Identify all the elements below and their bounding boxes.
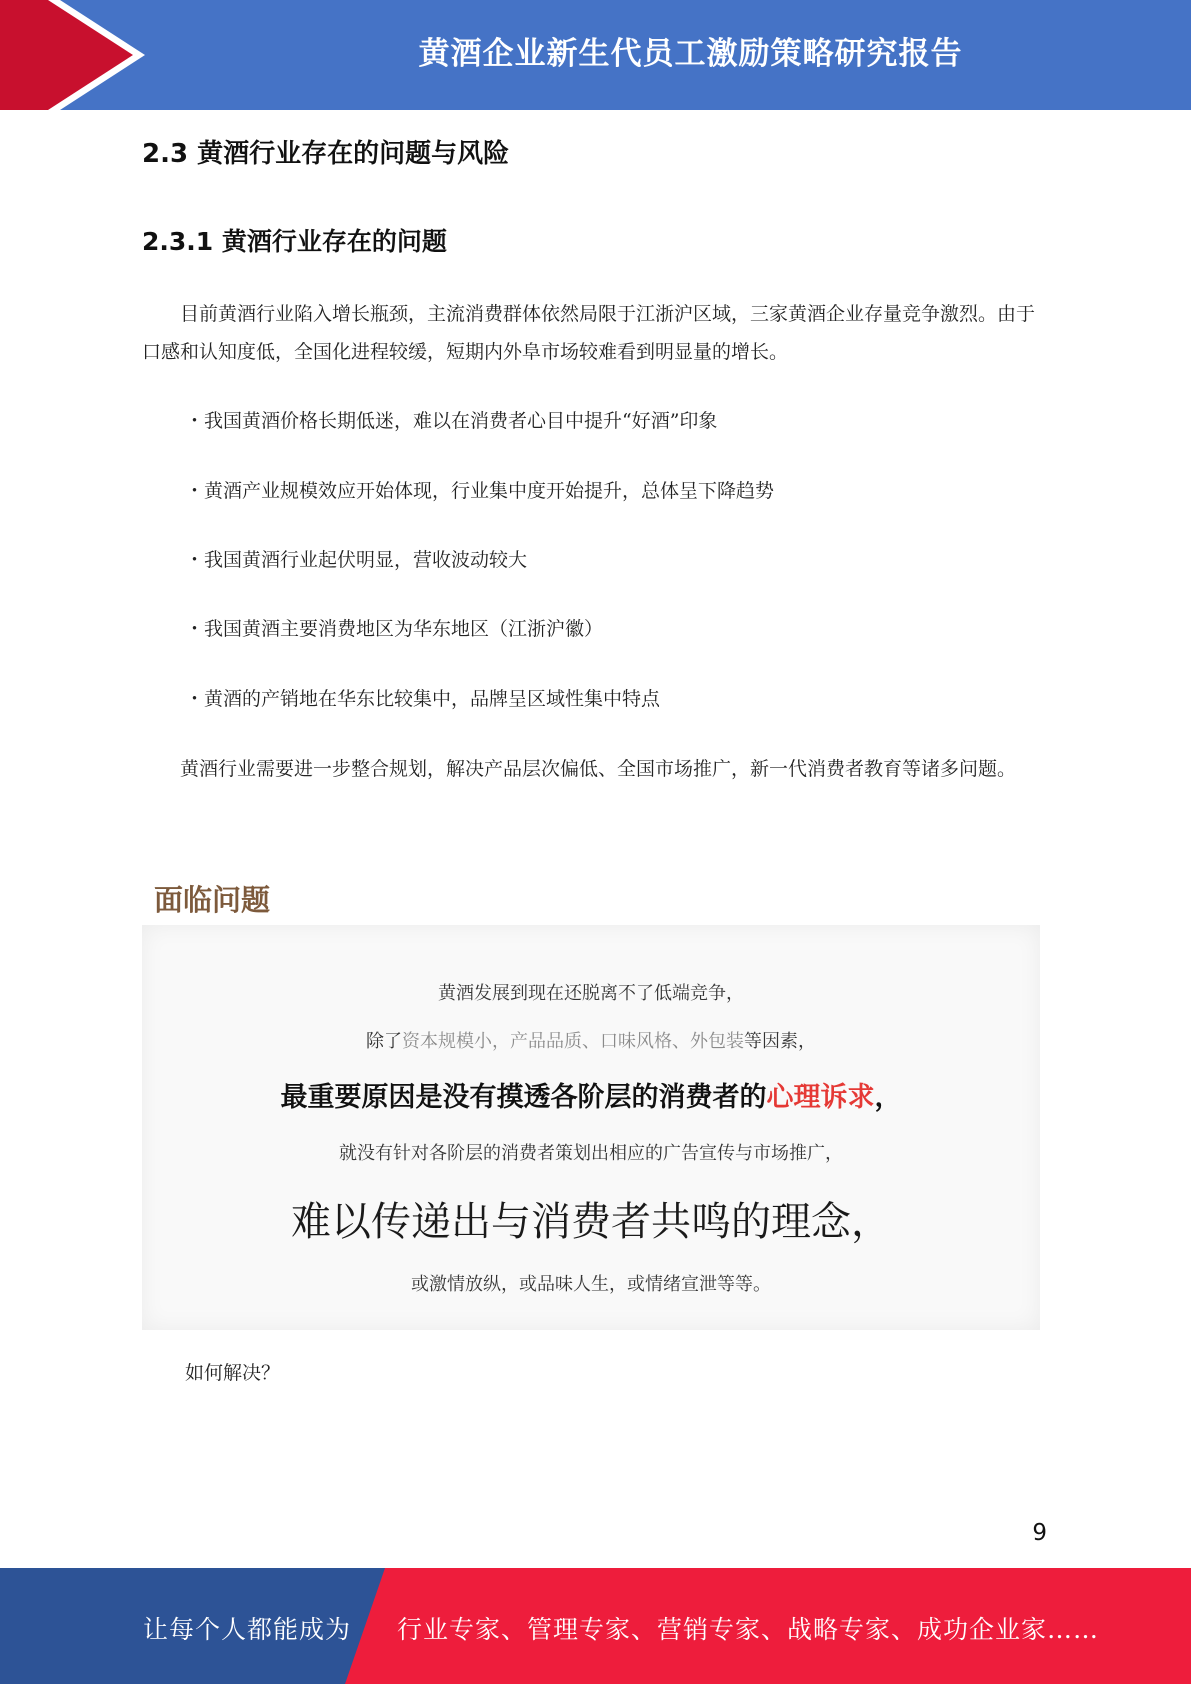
conclusion-paragraph: 黄酒行业需要进一步整合规划，解决产品层次偏低、全国市场推广，新一代消费者教育等诸多问题。 [180,758,1017,780]
figure-line-4: 就没有针对各阶层的消费者策划出相应的广告宣传与市场推广， [339,1143,843,1164]
bullet-item: ・黄酒的产销地在华东比较集中，品牌呈区域性集中特点 [185,688,661,710]
figure-line-6: 或激情放纵，或品味人生，或情绪宣泄等等。 [411,1274,771,1295]
figure-line-3-suffix: ， [874,1082,902,1113]
figure-line-5: 难以传递出与消费者共鸣的理念， [291,1199,891,1245]
figure-line-3 [142,1075,1040,1114]
figure-line-2-suffix: 等因素， [744,1031,816,1052]
figure-line-3-highlight: 心理诉求 [766,1082,875,1113]
figure-panel [142,925,1040,1330]
footer-slogan-left: 让每个人都能成为 [143,1615,352,1644]
figure-line-3-prefix: 最重要原因是没有摸透各阶层的消费者的 [280,1082,767,1113]
figure-title: 面临问题 [154,883,271,917]
page-footer [0,1568,1191,1684]
page-header [0,0,1191,110]
bullet-item: ・黄酒产业规模效应开始体现，行业集中度开始提升，总体呈下降趋势 [185,480,775,502]
figure-line-2-grey: 资本规模小，产品品质、口味风格、外包装 [402,1031,744,1052]
question-text: 如何解决？ [185,1362,281,1384]
footer-slogan-right: 行业专家、管理专家、营销专家、战略专家、成功企业家…… [397,1615,1100,1644]
figure-line-2 [142,1027,1040,1053]
bullet-item: ・我国黄酒价格长期低迷，难以在消费者心目中提升“好酒”印象 [185,410,718,432]
bullet-item: ・我国黄酒行业起伏明显，营收波动较大 [185,549,528,571]
bullet-item: ・我国黄酒主要消费地区为华东地区（江浙沪徽） [185,618,604,640]
figure-line-2-prefix: 除了 [366,1031,402,1052]
figure-line-1: 黄酒发展到现在还脱离不了低端竞争， [438,983,744,1004]
problems-figure [142,870,1040,1330]
intro-paragraph: 目前黄酒行业陷入增长瓶颈，主流消费群体依然局限于江浙沪区域，三家黄酒企业存量竞争激烈。由于口感和认知度低，全国化进程较缓，短期内外阜市场较难看到明显量的增长。 [142,303,1036,363]
page-number: 9 [1032,1520,1047,1546]
subsection-heading: 2.3.1 黄酒行业存在的问题 [142,227,447,256]
section-heading: 2.3 黄酒行业存在的问题与风险 [142,139,510,169]
header-chevron-decoration [0,0,160,110]
report-title: 黄酒企业新生代员工激励策略研究报告 [418,36,963,72]
